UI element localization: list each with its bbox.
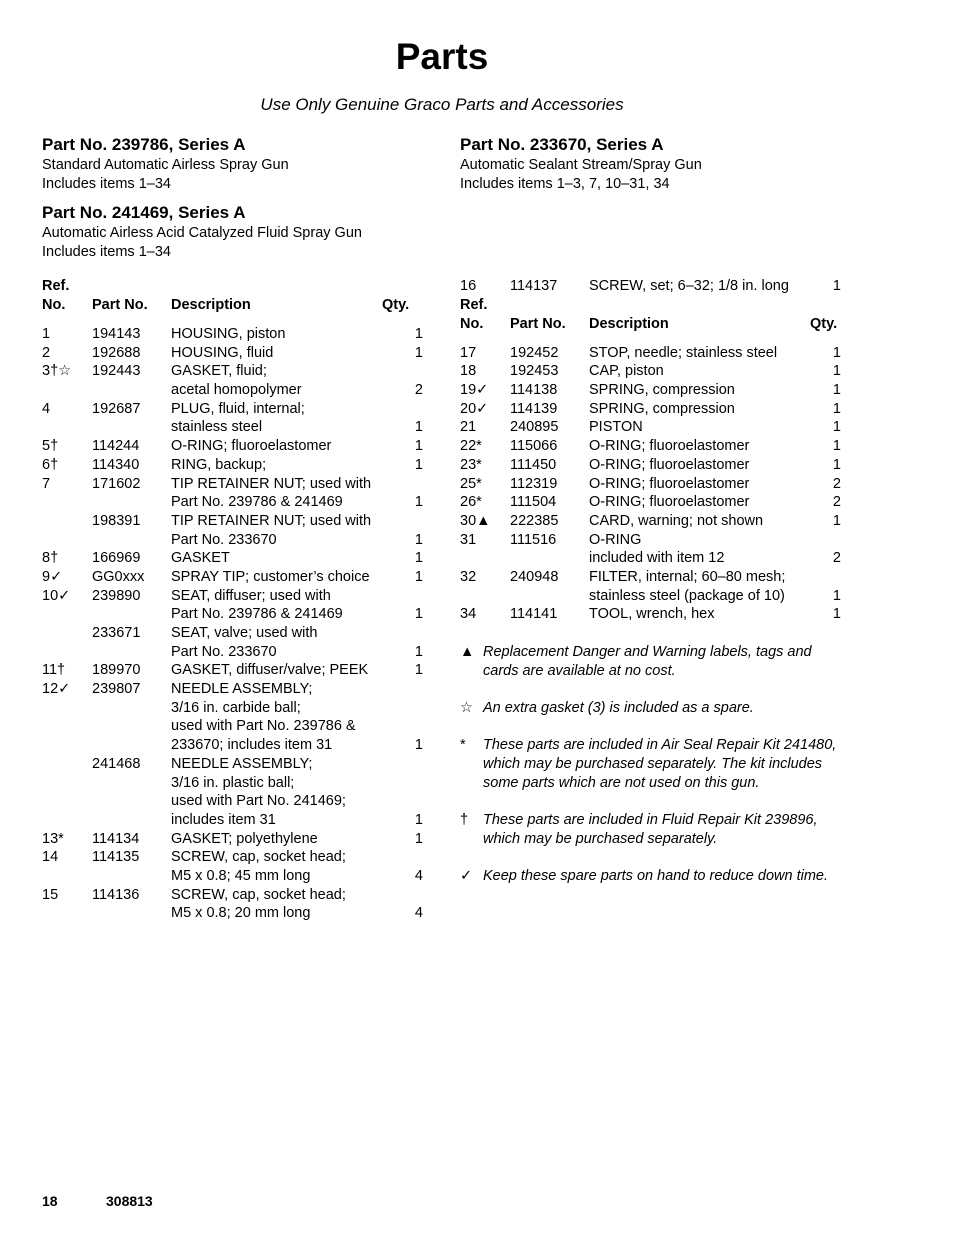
qty: 1 [414, 811, 423, 828]
table-row [460, 549, 845, 568]
footnote-symbol-icon: ✓ [460, 868, 473, 884]
ref-no: 12✓ [42, 681, 71, 698]
description: GASKET, fluid; [171, 363, 267, 380]
table-body [460, 344, 845, 624]
header-description: Description [589, 315, 669, 332]
qty: 4 [414, 867, 423, 884]
qty: 1 [832, 400, 841, 417]
table-row [42, 362, 427, 381]
footnote [460, 867, 850, 886]
table-row [460, 381, 845, 400]
ref-no: 26* [460, 494, 482, 511]
qty: 1 [832, 606, 841, 623]
table-row [460, 344, 845, 363]
part-no: 114135 [92, 849, 140, 866]
part-number-heading: Part No. 233670, Series A [460, 135, 664, 154]
description: O-RING; fluoroelastomer [589, 494, 750, 511]
footnote-text: Keep these spare parts on hand to reduce down time. [483, 868, 828, 884]
table-row [42, 344, 427, 363]
ref-no: 22* [460, 438, 482, 455]
parts-table-right [460, 277, 845, 624]
part-no: 192687 [92, 400, 141, 417]
part-no: GG0xxx [92, 568, 145, 585]
ref-no: 5† [42, 438, 59, 455]
description: 3/16 in. carbide ball; [171, 699, 301, 716]
table-row [460, 437, 845, 456]
header-part-no: Part No. [510, 315, 566, 332]
ref-no: 14 [42, 849, 59, 866]
ref-no: 4 [42, 400, 51, 417]
table-row [42, 680, 427, 699]
table-row [42, 755, 427, 774]
description: Part No. 233670 [171, 643, 277, 660]
description: HOUSING, fluid [171, 344, 274, 361]
description: O-RING; fluoroelastomer [589, 475, 750, 492]
table-row [42, 661, 427, 680]
description: M5 x 0.8; 20 mm long [171, 905, 311, 922]
part-no: 111504 [510, 494, 557, 511]
ref-no: 19✓ [460, 382, 489, 399]
qty: 1 [414, 438, 423, 455]
header-part-no: Part No. [92, 297, 148, 313]
description: NEEDLE ASSEMBLY; [171, 755, 313, 772]
part-no: 192688 [92, 344, 141, 361]
description: stainless steel [171, 419, 263, 436]
description: CAP, piston [589, 363, 664, 380]
qty: 1 [414, 568, 423, 585]
footnote-symbol-icon: ☆ [460, 700, 473, 716]
part-no: 239807 [92, 681, 141, 698]
header-qty: Qty. [382, 297, 410, 313]
part-no: 189970 [92, 662, 141, 679]
ref-no: 15 [42, 886, 59, 903]
ref-no: 16 [460, 278, 477, 294]
qty: 1 [832, 587, 841, 604]
description: Part No. 233670 [171, 531, 277, 548]
table-row [460, 531, 845, 550]
table-row [42, 549, 427, 568]
footnotes [460, 643, 850, 904]
description: SPRING, compression [589, 400, 735, 417]
description: Part No. 239786 & 241469 [171, 606, 343, 623]
qty: 1 [832, 512, 841, 529]
ref-no: 17 [460, 344, 477, 361]
description: O-RING [589, 531, 642, 548]
table-row [460, 362, 845, 381]
table-row [42, 830, 427, 849]
ref-no: 30▲ [460, 512, 491, 529]
qty: 1 [414, 662, 423, 679]
qty: 1 [414, 531, 423, 548]
table-row [460, 512, 845, 531]
description: used with Part No. 239786 & [171, 718, 356, 735]
description: O-RING; fluoroelastomer [171, 438, 332, 455]
ref-no: 2 [42, 344, 51, 361]
parts-table-left [42, 277, 427, 923]
qty: 1 [414, 550, 423, 567]
part-number-block [460, 134, 702, 194]
table-row [42, 475, 427, 494]
qty: 1 [832, 438, 841, 455]
footnote-text: These parts are included in Air Seal Repair Kit 241480, which may be purchased separately. The kit includes some parts which are not used on this gun. [483, 737, 837, 791]
table-row [42, 699, 427, 718]
description: FILTER, internal; 60–80 mesh; [589, 568, 786, 585]
qty: 1 [414, 643, 423, 660]
part-no: 194143 [92, 326, 141, 342]
table-row [42, 437, 427, 456]
description: HOUSING, piston [171, 326, 286, 342]
table-row [42, 624, 427, 643]
table-row [42, 605, 427, 624]
table-row [460, 493, 845, 512]
ref-no: 3†☆ [42, 363, 72, 380]
part-no: 114137 [510, 278, 558, 294]
header-qty: Qty. [810, 315, 838, 332]
part-no: 240895 [510, 419, 559, 436]
qty: 2 [832, 494, 841, 511]
table-row [42, 493, 427, 512]
part-no: 192443 [92, 363, 141, 380]
part-number-line: Automatic Airless Acid Catalyzed Fluid Spray Gun [42, 225, 362, 241]
footnote-text: An extra gasket (3) is included as a spare. [483, 700, 754, 716]
description: SCREW, cap, socket head; [171, 849, 346, 866]
description: SCREW, set; 6–32; 1/8 in. long [589, 278, 789, 294]
header-description: Description [171, 297, 251, 313]
table-row [460, 456, 845, 475]
qty: 1 [832, 344, 841, 361]
table-row [42, 512, 427, 531]
qty: 2 [832, 550, 841, 567]
part-no: 241468 [92, 755, 141, 772]
table-row [460, 605, 845, 624]
header-no: No. [460, 315, 484, 332]
ref-no: 25* [460, 475, 482, 492]
part-no: 166969 [92, 550, 141, 567]
table-row [42, 587, 427, 606]
part-no: 239890 [92, 587, 141, 604]
part-number-line: Includes items 1–34 [42, 244, 171, 260]
qty: 4 [414, 905, 423, 922]
description: PISTON [589, 419, 643, 436]
header-no: No. [42, 297, 66, 313]
part-no: 115066 [510, 438, 558, 455]
description: GASKET [171, 550, 230, 567]
table-row [42, 325, 427, 344]
footnote [460, 811, 850, 849]
description: NEEDLE ASSEMBLY; [171, 681, 313, 698]
ref-no: 8† [42, 550, 59, 567]
description: SEAT, valve; used with [171, 625, 318, 641]
part-no: 198391 [92, 512, 141, 529]
qty: 1 [832, 363, 841, 380]
description: Part No. 239786 & 241469 [171, 494, 343, 511]
footnote-text: These parts are included in Fluid Repair Kit 239896, which may be purchased separately. [483, 812, 818, 847]
part-no: 114136 [92, 886, 140, 903]
table-body [42, 325, 427, 923]
table-row [42, 418, 427, 437]
part-no: 171602 [92, 475, 141, 492]
part-number-line: Includes items 1–34 [42, 176, 171, 192]
qty: 2 [414, 382, 423, 399]
table-row [42, 811, 427, 830]
ref-no: 20✓ [460, 400, 489, 417]
qty: 1 [414, 419, 423, 436]
description: GASKET; polyethylene [171, 830, 318, 847]
qty: 1 [414, 606, 423, 623]
description: STOP, needle; stainless steel [589, 344, 778, 361]
ref-no: 13* [42, 830, 64, 847]
ref-no: 23* [460, 456, 482, 473]
ref-no: 9✓ [42, 568, 63, 585]
description: RING, backup; [171, 456, 267, 473]
qty: 1 [414, 326, 423, 342]
table-row [460, 475, 845, 494]
table-row [42, 456, 427, 475]
page-number: 18 [42, 1193, 58, 1209]
ref-no: 6† [42, 456, 59, 473]
part-number-heading: Part No. 241469, Series A [42, 203, 246, 222]
description: includes item 31 [171, 811, 276, 828]
table-header [460, 296, 845, 334]
description: TIP RETAINER NUT; used with [171, 512, 372, 529]
part-no: 114244 [92, 438, 140, 455]
description: CARD, warning; not shown [589, 512, 764, 529]
description: included with item 12 [589, 550, 725, 567]
part-no: 192453 [510, 363, 559, 380]
part-no: 114141 [510, 606, 558, 623]
part-number-block [42, 134, 289, 194]
table-row [42, 736, 427, 755]
table-row [42, 381, 427, 400]
description: TOOL, wrench, hex [589, 606, 715, 623]
part-no: 192452 [510, 344, 559, 361]
table-row [460, 400, 845, 419]
qty: 1 [832, 278, 841, 294]
qty: 1 [414, 344, 423, 361]
description: used with Part No. 241469; [171, 793, 346, 810]
description: SEAT, diffuser; used with [171, 587, 331, 604]
part-no: 114134 [92, 830, 140, 847]
table-row [42, 717, 427, 736]
part-no: 111450 [510, 456, 557, 473]
description: SPRING, compression [589, 382, 735, 399]
document-number: 308813 [106, 1193, 153, 1209]
part-no: 111516 [510, 531, 557, 548]
description: stainless steel (package of 10) [589, 587, 785, 604]
description: O-RING; fluoroelastomer [589, 456, 750, 473]
table-row [42, 774, 427, 793]
part-no: 233671 [92, 625, 141, 641]
qty: 1 [832, 456, 841, 473]
footnote-symbol-icon: † [460, 812, 469, 828]
table-row [42, 904, 427, 923]
description: M5 x 0.8; 45 mm long [171, 867, 311, 884]
ref-no: 10✓ [42, 587, 71, 604]
part-no: 240948 [510, 568, 559, 585]
qty: 1 [832, 419, 841, 436]
table-row [42, 867, 427, 886]
table-row [42, 886, 427, 905]
table-header [42, 277, 427, 315]
footnote-symbol-icon: ▲ [460, 644, 475, 660]
qty: 1 [414, 494, 423, 511]
footnote [460, 643, 850, 681]
description: 233670; includes item 31 [171, 737, 333, 754]
part-number-line: Automatic Sealant Stream/Spray Gun [460, 157, 702, 173]
qty: 1 [414, 456, 423, 473]
part-no: 112319 [510, 475, 558, 492]
table-row [42, 792, 427, 811]
ref-no: 18 [460, 363, 477, 380]
qty: 1 [832, 382, 841, 399]
header-ref: Ref. [460, 296, 488, 313]
description: PLUG, fluid, internal; [171, 400, 305, 417]
table-row [460, 587, 845, 606]
ref-no: 31 [460, 531, 477, 548]
description: TIP RETAINER NUT; used with [171, 475, 372, 492]
ref-no: 7 [42, 475, 51, 492]
table-row [42, 848, 427, 867]
qty: 2 [832, 475, 841, 492]
qty: 1 [414, 830, 423, 847]
description: SCREW, cap, socket head; [171, 886, 346, 903]
part-no: 114138 [510, 382, 558, 399]
ref-no: 34 [460, 606, 477, 623]
table-row [42, 643, 427, 662]
page-title: Parts [395, 36, 489, 77]
footnote-text: Replacement Danger and Warning labels, tags and cards are available at no cost. [483, 644, 812, 679]
table-row [460, 277, 845, 296]
description: GASKET, diffuser/valve; PEEK [171, 662, 369, 679]
part-number-block [42, 202, 362, 262]
footnote [460, 699, 850, 718]
table-row [42, 568, 427, 587]
part-no: 222385 [510, 512, 559, 529]
table-row [460, 418, 845, 437]
header-ref: Ref. [42, 278, 70, 294]
description: SPRAY TIP; customer’s choice [171, 568, 370, 585]
footnote [460, 736, 850, 793]
page-subtitle: Use Only Genuine Graco Parts and Accessories [260, 95, 624, 114]
part-no: 114340 [92, 456, 140, 473]
part-number-heading: Part No. 239786, Series A [42, 135, 246, 154]
description: 3/16 in. plastic ball; [171, 774, 295, 791]
ref-no: 21 [460, 419, 477, 436]
description: O-RING; fluoroelastomer [589, 438, 750, 455]
part-number-line: Includes items 1–3, 7, 10–31, 34 [460, 176, 670, 192]
qty: 1 [414, 737, 423, 754]
table-row [42, 531, 427, 550]
part-no: 114139 [510, 400, 558, 417]
ref-no: 1 [42, 326, 51, 342]
part-number-line: Standard Automatic Airless Spray Gun [42, 157, 289, 173]
description: acetal homopolymer [171, 382, 302, 399]
table-row [42, 400, 427, 419]
ref-no: 32 [460, 568, 477, 585]
footnote-symbol-icon: * [460, 737, 466, 753]
ref-no: 11† [42, 662, 66, 679]
table-row [460, 568, 845, 587]
